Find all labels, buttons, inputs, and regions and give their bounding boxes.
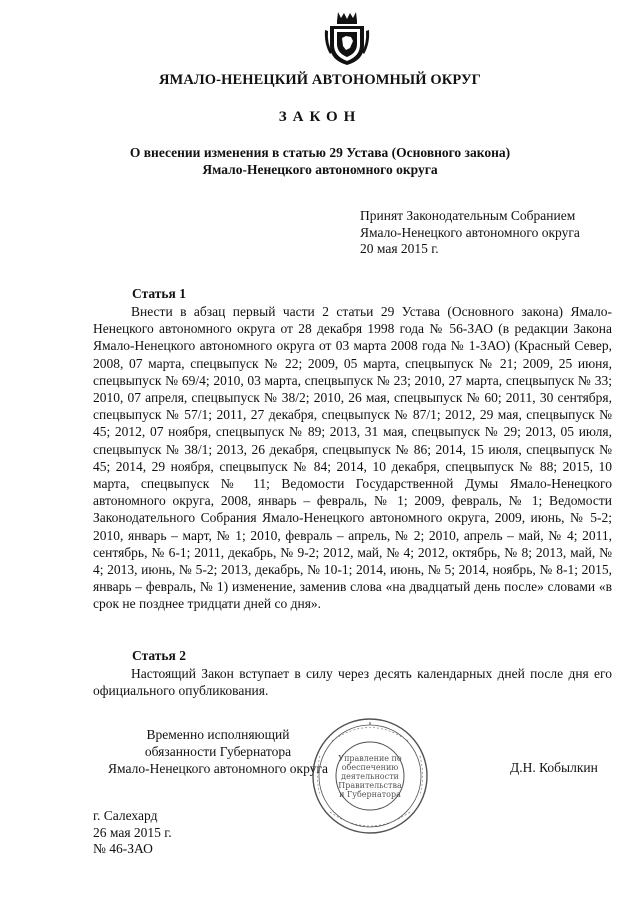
signatory-title-line-1: Временно исполняющий: [146, 727, 290, 742]
law-subject-line-1: О внесении изменения в статью 29 Устава (Основного закона): [129, 145, 511, 160]
issue-date: 26 мая 2015 г.: [93, 824, 172, 840]
region-name: ЯМАЛО-НЕНЕЦКИЙ АВТОНОМНЫЙ ОКРУГ: [158, 72, 482, 88]
law-subject: [0, 144, 640, 178]
signatory-name: Д.Н. Кобылкин: [510, 760, 598, 775]
stamp-line-3: деятельности: [341, 772, 399, 781]
document-title: ЗАКОН: [278, 109, 362, 125]
stamp-line-5: и Губернатора: [339, 790, 401, 799]
article-1-heading: Статья 1: [132, 286, 186, 301]
law-subject-line-2: Ямало-Ненецкого автономного округа: [202, 162, 438, 177]
article-2-heading: Статья 2: [132, 648, 186, 663]
signatory-title: [93, 726, 343, 777]
article-2-text: Настоящий Закон вступает в силу через десять календарных дней после дня его официального опубликования.: [93, 666, 612, 699]
adoption-note-line-2: Ямало-Ненецкого автономного округа: [360, 224, 580, 240]
issue-place: г. Салехард: [93, 808, 158, 823]
issue-details: [93, 808, 172, 858]
adoption-date: 20 мая 2015 г.: [360, 241, 439, 256]
stamp-line-2: обеспечению: [341, 763, 399, 772]
signatory-title-line-2: обязанности Губернатора: [144, 744, 292, 759]
stamp-line-4: Правительства: [338, 781, 402, 790]
adoption-note: [360, 208, 580, 258]
signatory-title-line-3: Ямало-Ненецкого автономного округа: [108, 761, 328, 776]
official-stamp: [310, 716, 430, 836]
article-1-text: Внести в абзац первый части 2 статьи 29 Устава (Основного закона) Ямало-Ненецкого автономного округа от 28 декабря 1998 года № 56-ЗАО (в редакции Закона Ямало-Ненецкого автономного округа от 03 марта 2008 года № 1-ЗАО) (Красный Север, 2008, 07 марта, спецвыпуск № 22; 2009, 05 марта, спецвыпуск № 21; 2009, 25 июня, спецвыпуск № 69/4; 2010, 03 марта, спецвыпуск № 23; 2010, 27 марта, спецвыпуск № 33; 2010, 07 апреля, спецвыпуск № 38/2; 2010, 26 мая, спецвыпуск № 60; 2011, 30 сентября, спецвыпуск № 57/1; 2011, 27 декабря, спецвыпуск № 87/1; 2012, 29 мая, спецвыпуск № 45; 2012, 07 ноября, спецвыпуск № 89; 2013, 31 мая, спецвыпуск № 29; 2013, 05 июля, спецвыпуск № 38/1; 2013, 26 декабря, спецвыпуск № 86; 2014, 15 июля, спецвыпуск № 45; 2014, 29 ноября, спецвыпуск № 84; 2014, 10 декабря, спецвыпуск № 88; 2015, 10 марта, спецвыпуск № 11; Ведомости Государственной Думы Ямало-Ненецкого автономного округа, 2008, январь – февраль, № 1; 2009, февраль, № 1; Ведомости Законодательного Собрания Ямало-Ненецкого автономного округа, 2009, июнь, № 5-2; 2010, январь – март, № 1; 2010, февраль – апрель, № 2; 2010, апрель – май, № 4; 2011, сентябрь, № 6-1; 2011, декабрь, № 9-2; 2012, май, № 4; 2012, октябрь, № 8; 2013, май, № 4; 2013, июнь, № 5-2; 2013, декабрь, № 10-1; 2014, июнь, № 5; 2014, ноябрь, № 8-1; 2015, январь – февраль, № 1) изменение, заменив слова «на двадцатый день после» словами «в срок не позднее тридцати дней со дня».: [93, 304, 612, 612]
stamp-line-1: Управление по: [338, 754, 402, 763]
adoption-note-line-1: Принят Законодательным Собранием: [360, 208, 576, 223]
law-number: № 46-ЗАО: [93, 841, 153, 856]
coat-of-arms-icon: [322, 8, 372, 68]
